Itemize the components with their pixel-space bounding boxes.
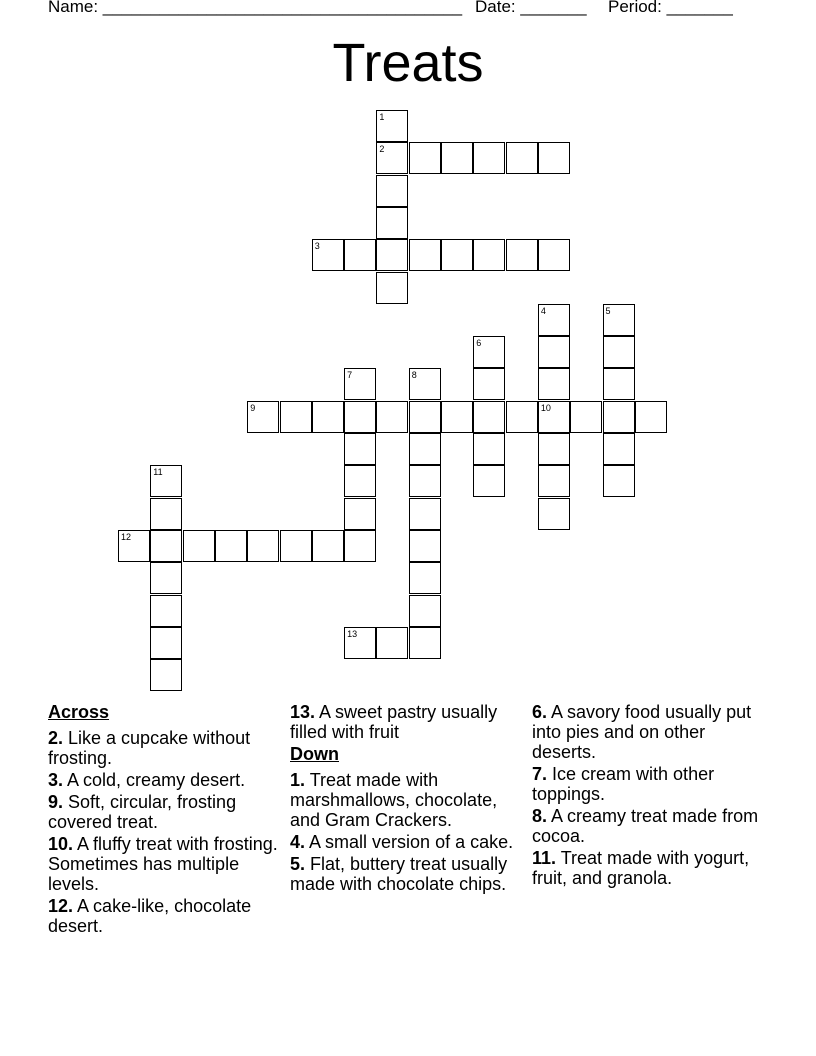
crossword-cell[interactable] [603,433,635,465]
across-clue-list-continued [290,702,522,742]
clue-text: A sweet pastry usually filled with fruit [290,702,498,742]
crossword-cell[interactable] [150,465,182,497]
crossword-cell[interactable] [538,401,570,433]
clue-number: 4. [290,832,306,852]
crossword-cell[interactable] [344,465,376,497]
clue-number: 10. [48,834,74,854]
crossword-cell[interactable] [376,207,408,239]
cell-number: 12 [121,531,132,542]
crossword-cell[interactable] [376,401,408,433]
clue-item [48,770,280,790]
crossword-cell[interactable] [409,239,441,271]
crossword-cell[interactable] [538,336,570,368]
clue-text: Ice cream with other toppings. [532,764,715,804]
crossword-cell[interactable] [409,465,441,497]
clue-text: Flat, buttery treat usually made with chocolate chips. [290,854,508,894]
crossword-cell[interactable] [344,530,376,562]
crossword-cell[interactable] [312,530,344,562]
crossword-cell[interactable] [409,368,441,400]
crossword-cell[interactable] [506,239,538,271]
cell-number: 10 [540,402,551,413]
clue-number: 11. [532,848,557,868]
crossword-cell[interactable] [603,304,635,336]
crossword-cell[interactable] [183,530,215,562]
cell-number: 13 [347,628,358,639]
cell-number: 6 [476,338,482,349]
clue-number: 9. [48,792,64,812]
crossword-cell[interactable] [409,627,441,659]
crossword-cell[interactable] [538,304,570,336]
crossword-cell[interactable] [538,433,570,465]
crossword-cell[interactable] [441,401,473,433]
clue-number: 13. [290,702,316,722]
down-clue-list-continued [532,702,772,888]
crossword-cell[interactable] [247,401,279,433]
crossword-cell[interactable] [538,142,570,174]
cell-number: 1 [379,112,385,122]
crossword-cell[interactable] [409,595,441,627]
crossword-cell[interactable] [150,530,182,562]
clue-number: 12. [48,896,74,916]
page-title: Treats [332,33,484,93]
crossword-cell[interactable] [409,498,441,530]
crossword-cell[interactable] [538,465,570,497]
crossword-cell[interactable] [603,465,635,497]
crossword-cell[interactable] [506,401,538,433]
clue-item [532,806,772,846]
crossword-cell[interactable] [473,433,505,465]
crossword-cell[interactable] [344,498,376,530]
crossword-cell[interactable] [376,627,408,659]
crossword-cell[interactable] [376,142,408,174]
across-clue-list [48,728,280,936]
crossword-cell[interactable] [376,239,408,271]
crossword-cell[interactable] [280,401,312,433]
crossword-cell[interactable] [409,401,441,433]
across-heading: Across [48,702,110,722]
clue-item [532,848,772,888]
clue-text: Like a cupcake without frosting. [48,728,251,768]
clues-column-3 [532,702,772,890]
cell-number: 3 [314,241,320,252]
down-clue-list [290,770,522,894]
clues-column-1 [48,702,280,938]
cell-number: 8 [411,370,417,381]
clue-text: Soft, circular, frosting covered treat. [48,792,237,832]
crossword-cell[interactable] [215,530,247,562]
crossword-cell[interactable] [473,142,505,174]
clue-number: 2. [48,728,64,748]
crossword-cell[interactable] [312,401,344,433]
clue-text: Treat made with marshmallows, chocolate, and Gram Crackers. [290,770,498,830]
crossword-cell[interactable] [150,595,182,627]
crossword-cell[interactable] [409,142,441,174]
date-field-label: Date: _______ [475,0,587,16]
clue-text: A fluffy treat with frosting. Sometimes has multiple levels. [48,834,278,894]
clue-item [48,792,280,832]
cell-number: 7 [347,370,353,381]
clue-text: A cake-like, chocolate desert. [48,896,252,936]
crossword-cell[interactable] [473,336,505,368]
crossword-cell[interactable] [473,368,505,400]
clue-item [48,728,280,768]
clue-number: 8. [532,806,548,826]
crossword-cell[interactable] [150,498,182,530]
crossword-cell[interactable] [409,433,441,465]
cell-number: 2 [379,144,385,155]
crossword-cell[interactable] [376,175,408,207]
crossword-cell[interactable] [603,336,635,368]
clue-number: 7. [532,764,548,784]
crossword-cell[interactable] [344,401,376,433]
crossword-cell[interactable] [441,239,473,271]
clues-column-2 [290,702,522,896]
crossword-cell[interactable] [538,368,570,400]
clue-item [290,854,522,894]
clue-number: 5. [290,854,306,874]
crossword-cell[interactable] [441,142,473,174]
crossword-cell[interactable] [247,530,279,562]
down-heading: Down [290,744,339,764]
crossword-cell[interactable] [312,239,344,271]
clue-text: A savory food usually put into pies and on other deserts. [532,702,752,762]
clue-text: Treat made with yogurt, fruit, and granola. [532,848,750,888]
clue-item [532,702,772,762]
crossword-cell[interactable] [376,110,408,142]
clue-text: A creamy treat made from cocoa. [532,806,759,846]
crossword-cell[interactable] [409,562,441,594]
crossword-cell[interactable] [150,659,182,691]
clue-item [290,832,522,852]
crossword-cell[interactable] [603,401,635,433]
cell-number: 4 [540,305,546,316]
clue-text: A cold, creamy desert. [63,770,246,790]
crossword-cell[interactable] [150,562,182,594]
clue-item [290,770,522,830]
cell-number: 5 [605,305,611,316]
clue-item [48,834,280,894]
clue-item [290,702,522,742]
crossword-cell[interactable] [409,530,441,562]
crossword-cell[interactable] [506,142,538,174]
crossword-cell[interactable] [473,239,505,271]
clue-number: 1. [290,770,306,790]
period-field-label: Period: _______ [608,0,733,16]
crossword-cell[interactable] [473,401,505,433]
crossword-cell[interactable] [118,530,150,562]
crossword-cell[interactable] [570,401,602,433]
name-field-label: Name: ______________________________________ [48,0,463,16]
crossword-cell[interactable] [344,239,376,271]
cell-number: 9 [250,402,256,413]
crossword-cell[interactable] [150,627,182,659]
crossword-cell[interactable] [376,272,408,304]
crossword-cell[interactable] [344,627,376,659]
clue-number: 3. [48,770,64,790]
clue-item [48,896,280,936]
clue-item [532,764,772,804]
crossword-cell[interactable] [280,530,312,562]
crossword-cell[interactable] [344,433,376,465]
crossword-cell[interactable] [344,368,376,400]
crossword-cell[interactable] [635,401,667,433]
crossword-cell[interactable] [473,465,505,497]
crossword-cell[interactable] [538,239,570,271]
clue-number: 6. [532,702,548,722]
crossword-cell[interactable] [538,498,570,530]
cell-number: 11 [153,467,163,478]
clue-text: A small version of a cake. [305,832,514,852]
crossword-cell[interactable] [603,368,635,400]
